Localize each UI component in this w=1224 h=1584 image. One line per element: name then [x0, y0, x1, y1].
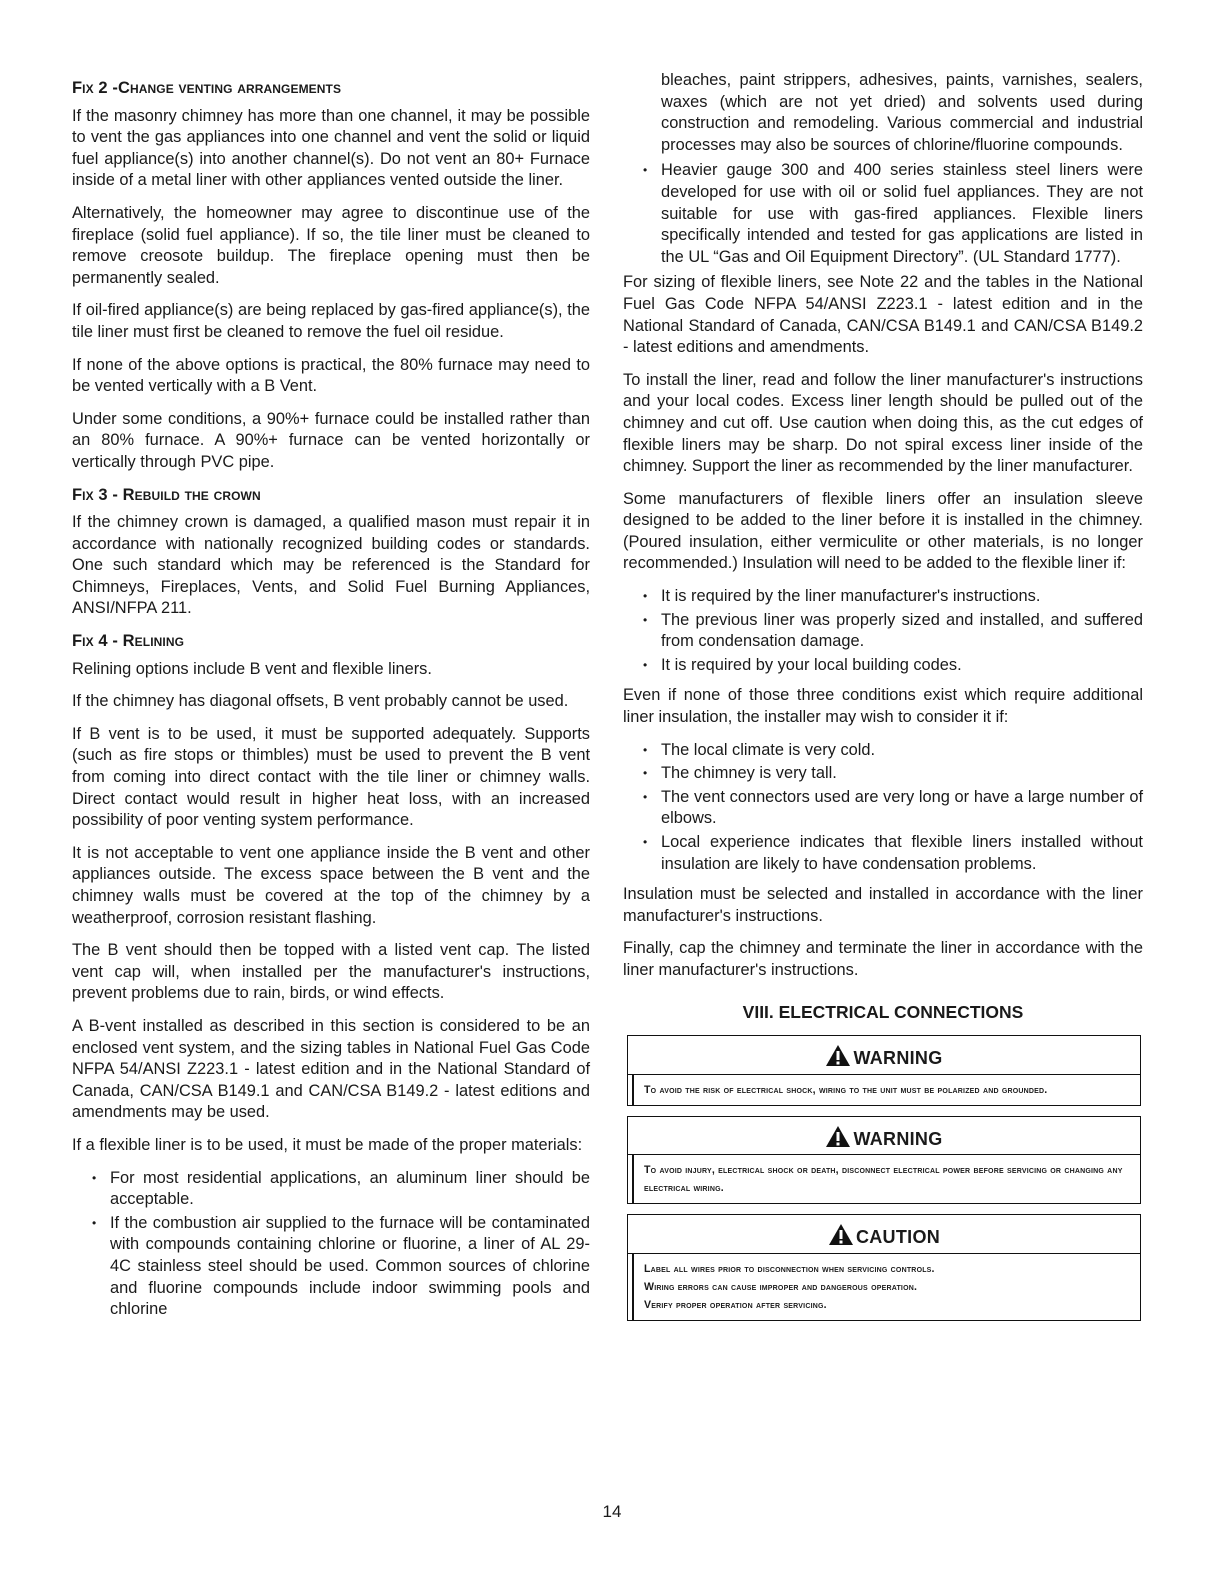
insulation-required-list [623, 586, 1143, 676]
even-paragraph: Even if none of those three conditions exist which require additional liner insulation, the installer may wish to consider it if: [623, 686, 1143, 727]
fix2-paragraph-4: If none of the above options is practical, the 80% furnace may need to be vented vertically with a B Vent. [72, 355, 590, 396]
insulation-paragraph: Some manufacturers of flexible liners offer an insulation sleeve designed to be added to the liner before it is installed in the chimney. (Poured insulation, either vermiculite or other materials, is no longer recommended.) Insulation will need to be added to the flexible liner if: [623, 489, 1143, 573]
fix3-heading: Fix 3 - Rebuild the crown [72, 485, 261, 504]
fix4-paragraph-3: If B vent is to be used, it must be supported adequately. Supports (such as fire stops or thimbles) must be used to prevent the B vent from coming into direct contact with the tile liner or chimney walls. Direct contact would result in higher heat loss, with an increased possibility of poor venting system performance. [72, 724, 590, 830]
list-item: • For most residential applications, an aluminum liner should be acceptable. [72, 1168, 590, 1211]
sizing-paragraph: For sizing of flexible liners, see Note 22 and the tables in the National Fuel Gas Code NFPA 54/ANSI Z223.1 - latest edition and in the National Standard of Canada, CAN/CSA B149.1 and CAN/CSA B149.2 - latest editions and amendments. [623, 273, 1143, 357]
fix4-paragraph-5: The B vent should then be topped with a listed vent cap. The listed vent cap will, when installed per the manufacturer's instructions, prevent problems due to rain, birds, or wind effects. [72, 941, 590, 1003]
warning-box-shock [627, 1035, 1141, 1106]
fix2-heading: Fix 2 -Change venting arrangements [72, 79, 342, 97]
fix3-paragraph-1: If the chimney crown is damaged, a qualified mason must repair it in accordance with nationally recognized building codes or standards. One such standard which may be referenced is the Standard for Chimneys, Fireplaces, Vents, and Solid Fuel Burning Appliances, ANSI/NFPA 211. [72, 513, 590, 618]
warning-triangle-icon [825, 1044, 851, 1067]
list-item: • The local climate is very cold. [623, 740, 1143, 762]
warning-text: To avoid the risk of electrical shock, wiring to the unit must be polarized and grounded. [632, 1075, 1140, 1105]
fix4-paragraph-1: Relining options include B vent and flexible liners. [72, 659, 432, 678]
caution-line: Verify proper operation after servicing. [644, 1298, 827, 1311]
right-column [623, 70, 1143, 1331]
fix2-paragraph-5: Under some conditions, a 90%+ furnace could be installed rather than an 80% furnace. A 90%+ furnace can be vented horizontally or vertically through PVC pipe. [72, 409, 590, 471]
continuation-text: bleaches, paint strippers, adhesives, paints, varnishes, sealers, waxes (which are not yet dried) and solvents used during construction and remodeling. Various commercial and industrial processes may also be sources of chlorine/fluorine compounds. [661, 71, 1143, 154]
liner-materials-list [72, 1168, 590, 1321]
warning-header: WARNING [628, 1117, 1140, 1156]
selected-paragraph: Insulation must be selected and installed in accordance with the liner manufacturer's instructions. [623, 885, 1143, 925]
caution-line: Wiring errors can cause improper and dangerous operation. [644, 1280, 918, 1293]
fix4-paragraph-6: A B-vent installed as described in this section is considered to be an enclosed vent system, and the sizing tables in National Fuel Gas Code NFPA 54/ANSI Z223.1 - latest edition and in the National Standard of Canada, CAN/CSA B149.1 and CAN/CSA B149.2 - latest editions and amendments may be used. [72, 1016, 590, 1122]
warning-box-injury [627, 1116, 1141, 1205]
caution-text [632, 1254, 1140, 1320]
section-title: VIII. ELECTRICAL CONNECTIONS [742, 1001, 1024, 1022]
fix2-paragraph-3: If oil-fired appliance(s) are being replaced by gas-fired appliance(s), the tile liner must first be cleaned to remove the fuel oil residue. [72, 301, 590, 341]
list-item: • If the combustion air supplied to the furnace will be contaminated with compounds containing chlorine or fluorine, a liner of AL 29-4C stainless steel should be used. Common sources of chlorine and fluorine compounds include indoor swimming pools and chlorine [72, 1213, 590, 1321]
list-item: • The previous liner was properly sized and installed, and suffered from condensation damage. [623, 610, 1143, 653]
install-paragraph: To install the liner, read and follow the liner manufacturer's instructions and your local codes. Excess liner length should be pulled out of the chimney and cut off. Use caution when doing this, as the cut edges of flexible liners may be sharp. Do not spiral excess liner inside of the chimney. Support the liner as recommended by the liner manufacturer. [623, 370, 1143, 476]
left-column [72, 70, 590, 1330]
caution-header: CAUTION [628, 1215, 1140, 1254]
list-item: • It is required by the liner manufacturer's instructions. [623, 586, 1143, 608]
list-item: • The chimney is very tall. [623, 763, 1143, 785]
page-number: 14 [602, 1502, 622, 1521]
fix4-paragraph-4: It is not acceptable to vent one appliance inside the B vent and other appliances outside. The excess space between the B vent and the chimney walls must be covered at the top of the chimney by a weatherproof, corrosion resistant flashing. [72, 843, 590, 927]
caution-box [627, 1214, 1141, 1321]
fix4-paragraph-2: If the chimney has diagonal offsets, B vent probably cannot be used. [72, 692, 569, 711]
warning-header: WARNING [628, 1036, 1140, 1075]
insulation-consider-list [623, 740, 1143, 876]
fix2-paragraph-1: If the masonry chimney has more than one channel, it may be possible to vent the gas appliances into one channel and vent the solid or liquid fuel appliance(s) into another channel(s). Do not vent an 80+ Furnace inside of a metal liner with other appliances vented outside the liner. [72, 106, 590, 190]
fix4-heading: Fix 4 - Relining [72, 632, 185, 651]
list-item: • Local experience indicates that flexible liners installed without insulation are likely to have condensation problems. [623, 832, 1143, 875]
warning-triangle-icon [825, 1125, 851, 1148]
heavier-liner-list [623, 160, 1143, 268]
finally-paragraph: Finally, cap the chimney and terminate the liner in accordance with the liner manufacturer's instructions. [623, 939, 1143, 979]
caution-line: Label all wires prior to disconnection when servicing controls. [644, 1262, 935, 1275]
list-item: • The vent connectors used are very long or have a large number of elbows. [623, 787, 1143, 830]
warning-text: To avoid injury, electrical shock or death, disconnect electrical power before servicing or changing any electrical wiring. [632, 1155, 1140, 1203]
fix4-paragraph-7: If a flexible liner is to be used, it must be made of the proper materials: [72, 1135, 583, 1154]
caution-triangle-icon [828, 1223, 854, 1246]
list-item: • Heavier gauge 300 and 400 series stainless steel liners were developed for use with oil or solid fuel appliances. They are not suitable for use with gas-fired appliances. Flexible liners specifically intended and tested for gas applications are listed in the UL “Gas and Oil Equipment Directory”. (UL Standard 1777). [623, 160, 1143, 268]
list-item: • It is required by your local building codes. [623, 655, 1143, 677]
fix2-paragraph-2: Alternatively, the homeowner may agree to discontinue use of the fireplace (solid fuel appliance). If so, the tile liner must be cleaned to remove creosote buildup. The fireplace opening must then be permanently sealed. [72, 203, 590, 287]
